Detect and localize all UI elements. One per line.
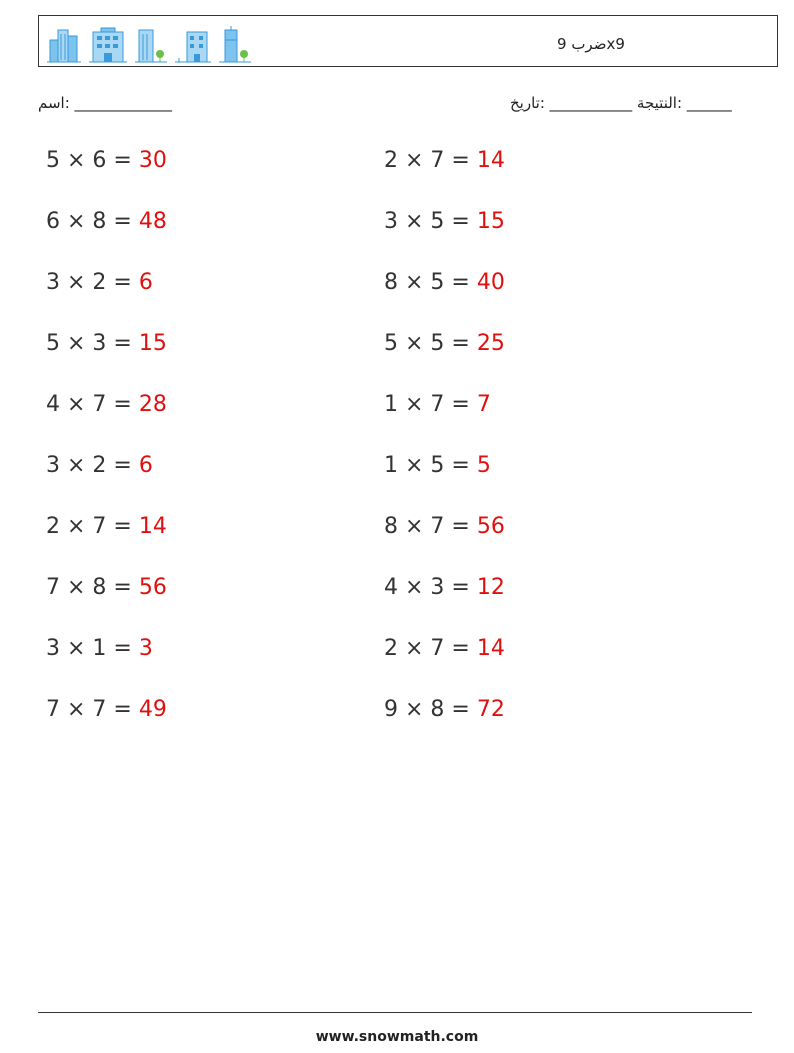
small-building-icon: [175, 26, 211, 64]
problem-answer: 49: [138, 697, 167, 722]
problem-row: [384, 636, 505, 661]
footer-url: www.snowmath.com: [315, 1029, 479, 1045]
problem-row: [46, 453, 153, 478]
problem-answer: 56: [138, 575, 167, 600]
problem-question: 4 × 3 =: [384, 575, 477, 600]
problem-question: 7 × 7 =: [46, 697, 139, 722]
problem-question: 8 × 5 =: [384, 270, 477, 295]
tower-tree-icon: [135, 26, 167, 64]
problem-answer: 5: [476, 453, 491, 478]
problem-question: 5 × 3 =: [46, 331, 139, 356]
problem-answer: 48: [138, 209, 167, 234]
problem-row: [384, 453, 491, 478]
problem-question: 1 × 7 =: [384, 392, 477, 417]
problem-answer: 30: [138, 148, 167, 173]
problem-answer: 40: [476, 270, 505, 295]
problem-question: 1 × 5 =: [384, 453, 477, 478]
problem-answer: 72: [476, 697, 505, 722]
problem-answer: 15: [138, 331, 167, 356]
date-score-field: النتيجة ___________ :تاريخ: ______: [510, 94, 732, 112]
problem-row: [46, 636, 153, 661]
problem-question: 2 × 7 =: [384, 636, 477, 661]
problem-question: 3 × 2 =: [46, 270, 139, 295]
problem-row: [384, 209, 505, 234]
office-building-icon: [89, 26, 127, 64]
problem-question: 5 × 5 =: [384, 331, 477, 356]
problem-answer: 14: [138, 514, 167, 539]
problem-row: [46, 697, 167, 722]
problem-answer: 7: [476, 392, 491, 417]
problem-question: 7 × 8 =: [46, 575, 139, 600]
problem-question: 9 × 8 =: [384, 697, 477, 722]
problem-row: [384, 148, 505, 173]
problem-row: [46, 392, 167, 417]
problem-answer: 15: [476, 209, 505, 234]
problem-question: 6 × 8 =: [46, 209, 139, 234]
problem-question: 5 × 6 =: [46, 148, 139, 173]
problem-question: 3 × 2 =: [46, 453, 139, 478]
problem-answer: 6: [138, 453, 153, 478]
problem-answer: 3: [138, 636, 153, 661]
problem-answer: 56: [476, 514, 505, 539]
page-title: ضرب 9x9: [557, 35, 625, 53]
problem-question: 3 × 1 =: [46, 636, 139, 661]
building-icon: [47, 26, 81, 64]
problem-row: [384, 270, 505, 295]
header-box: [38, 15, 778, 67]
skyscraper-tree-icon: [219, 26, 251, 64]
problem-question: 2 × 7 =: [384, 148, 477, 173]
problem-answer: 28: [138, 392, 167, 417]
problem-row: [46, 514, 167, 539]
problem-row: [46, 148, 167, 173]
problem-row: [384, 514, 505, 539]
problem-question: 3 × 5 =: [384, 209, 477, 234]
problem-answer: 12: [476, 575, 505, 600]
problem-row: [384, 697, 505, 722]
footer-divider: [38, 1012, 752, 1013]
problem-row: [46, 575, 167, 600]
problem-row: [46, 270, 153, 295]
problem-question: 4 × 7 =: [46, 392, 139, 417]
problem-row: [46, 209, 167, 234]
problem-question: 2 × 7 =: [46, 514, 139, 539]
problem-row: [384, 392, 491, 417]
name-field: اسم: _____________: [38, 94, 173, 112]
problem-row: [384, 575, 505, 600]
problem-row: [46, 331, 167, 356]
problem-row: [384, 331, 505, 356]
problem-answer: 25: [476, 331, 505, 356]
header-icons: [47, 24, 251, 64]
problem-answer: 14: [476, 148, 505, 173]
problem-answer: 14: [476, 636, 505, 661]
problem-answer: 6: [138, 270, 153, 295]
problem-question: 8 × 7 =: [384, 514, 477, 539]
